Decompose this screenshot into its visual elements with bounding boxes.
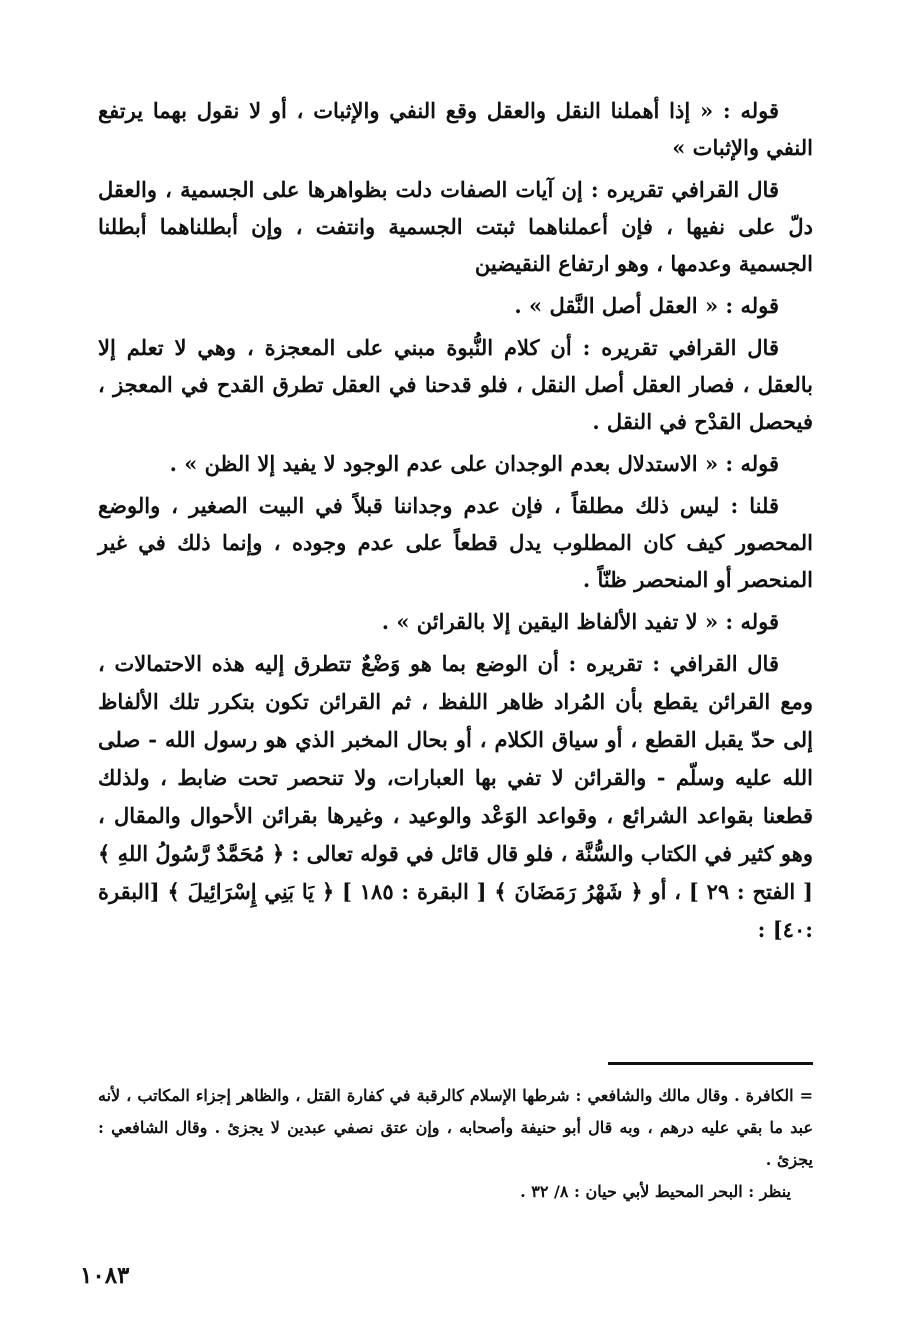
paragraph-commentary-2: قال القرافي تقريره : أن كلام النُّبوة مبني على المعجزة ، وهي لا تعلم إلا بالعقل ، فصار العقل أصل النقل ، فلو قدحنا في العقل تطرق القدح في المعجز ، فيحصل القدْح في النقل . [98,335,813,434]
paragraph-quote-3: قوله : « الاستدلال بعدم الوجدان على عدم الوجود لا يفيد إلا الظن » . [169,451,779,476]
paragraph-quote-2: قوله : « العقل أصل النَّقل » . [514,293,779,318]
paragraph-commentary-1: قال القرافي تقريره : إن آيات الصفات دلت بظواهرها على الجسمية ، والعقل دلّ على نفيها ، فإن أعملناهما ثبتت الجسمية وانتفت ، وإن أبطلناهما أبطلنا الجسمية وعدمها ، وهو ارتفاع النقيضين [98,177,813,276]
main-text-block [98,92,813,954]
footnote-reference: ينظر : البحر المحيط لأبي حيان : ٨/ ٣٢ . [520,1182,791,1201]
page-number: ١٠٨٣ [80,1262,130,1289]
paragraph-quote-1: قوله : « إذا أهملنا النقل والعقل وقع النفي والإثبات ، أو لا نقول بهما يرتفع النفي والإثبات » [98,98,813,160]
paragraph-reply-1: قلنا : ليس ذلك مطلقاً ، فإن عدم وجداننا قبلاً في البيت الصغير ، والوضع المحصور كيف كان المطلوب يدل قطعاً على عدم وجوده ، وإنما ذلك في غير المنحصر أو المنحصر ظنّاً . [98,493,813,592]
footnote-divider [608,1062,813,1065]
footnote-text: = الكافرة . وقال مالك والشافعي : شرطها الإسلام كالرقبة في كفارة القتل ، والظاهر إجزاء المكاتب ، لأنه عبد ما بقي عليه درهم ، وبه قال أبو حنيفة وأصحابه ، وإن عتق نصفي عبدين لا يجزئ . وقال الشافعي : يجزئ . [98,1086,813,1169]
footnotes-block [98,1080,813,1208]
paragraph-commentary-3: قال القرافي : تقريره : أن الوضع بما هو وَضْعٌ تتطرق إليه هذه الاحتمالات ، ومع القرائن يقطع بأن المُراد ظاهر اللفظ ، ثم القرائن تكون بتكرر تلك الألفاظ إلى حدّ يقبل القطع ، أو سياق الكلام ، أو بحال المخبر الذي هو رسول الله - صلى الله عليه وسلّم - والقرائن لا تفي بها العبارات، ولا تنحصر تحت ضابط ، ولذلك قطعنا بقواعد الشرائع ، وقواعد الوَعْد والوعيد ، وغيرها بقرائن الأحوال والمقال ، وهو كثير في الكتاب والسُّنَّة ، فلو قال قائل في قوله تعالى : ﴿ مُحَمَّدٌ رَّسُولُ اللهِ ﴾ [ الفتح : ٢٩ ] ، أو ﴿ شَهْرُ رَمَضَانَ ﴾ [ البقرة : ١٨٥ ] ﴿ يَا بَنِي إِسْرَائِيلَ ﴾ [البقرة :٤٠] : [98,651,813,942]
paragraph-quote-4: قوله : « لا تفيد الألفاظ اليقين إلا بالقرائن » . [381,609,779,634]
